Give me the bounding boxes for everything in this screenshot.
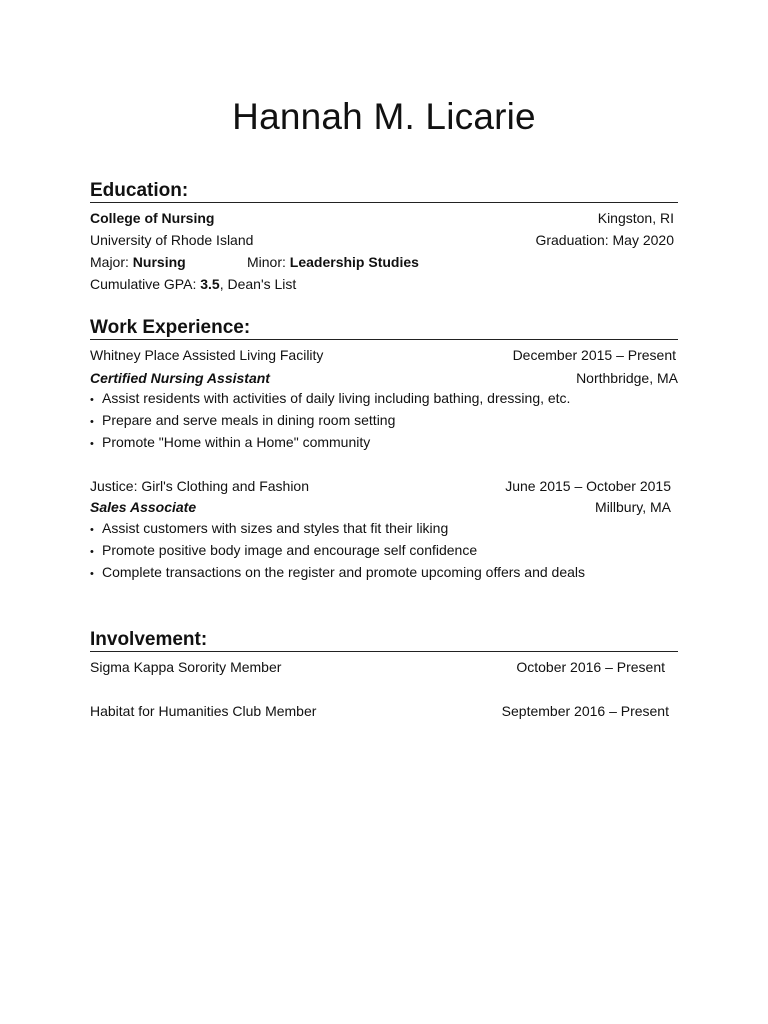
bullet-text: Promote positive body image and encourage self confidence xyxy=(102,542,478,558)
job-bullet xyxy=(90,389,570,407)
university-name: University of Rhode Island xyxy=(90,232,254,248)
job-bullet xyxy=(90,519,448,537)
job-bullet xyxy=(90,411,395,429)
job-bullet xyxy=(90,563,585,581)
bullet-text: Assist customers with sizes and styles that fit their liking xyxy=(102,520,449,536)
job-bullet xyxy=(90,433,370,451)
job-dates: December 2015 – Present xyxy=(512,347,676,363)
work-heading: Work Experience: xyxy=(90,317,678,340)
job-location: Northbridge, MA xyxy=(576,370,678,386)
involvement-dates: October 2016 – Present xyxy=(516,659,665,675)
bullet-marker: • xyxy=(90,568,94,580)
job-dates: June 2015 – October 2015 xyxy=(505,478,671,494)
job-employer: Justice: Girl's Clothing and Fashion xyxy=(90,478,309,494)
major-line xyxy=(90,253,186,271)
job-employer: Whitney Place Assisted Living Facility xyxy=(90,347,324,363)
bullet-text: Complete transactions on the register and promote upcoming offers and deals xyxy=(102,564,586,580)
bullet-text: Prepare and serve meals in dining room setting xyxy=(102,412,396,428)
college-location: Kingston, RI xyxy=(597,210,674,226)
bullet-marker: • xyxy=(90,524,94,536)
gpa-suffix: , Dean's List xyxy=(219,276,297,292)
minor-label: Minor: xyxy=(247,254,286,270)
gpa-value: 3.5 xyxy=(200,276,220,292)
involvement-role: Habitat for Humanities Club Member xyxy=(90,703,317,719)
major-value: Nursing xyxy=(132,254,186,270)
job-title: Certified Nursing Assistant xyxy=(90,370,270,386)
graduation-date: Graduation: May 2020 xyxy=(535,232,674,248)
minor-line xyxy=(247,253,419,271)
major-label: Major: xyxy=(90,254,129,270)
bullet-marker: • xyxy=(90,416,94,428)
education-heading: Education: xyxy=(90,180,678,203)
bullet-marker: • xyxy=(90,438,94,450)
bullet-marker: • xyxy=(90,394,94,406)
college-name: College of Nursing xyxy=(90,210,215,226)
minor-value: Leadership Studies xyxy=(289,254,419,270)
job-title: Sales Associate xyxy=(90,499,197,515)
resume-name: Hannah M. Licarie xyxy=(232,96,536,137)
job-bullet xyxy=(90,541,477,559)
bullet-marker: • xyxy=(90,546,94,558)
bullet-text: Promote "Home within a Home" community xyxy=(102,434,371,450)
gpa-line xyxy=(90,275,296,293)
involvement-dates: September 2016 – Present xyxy=(501,703,669,719)
involvement-role: Sigma Kappa Sorority Member xyxy=(90,659,282,675)
gpa-label: Cumulative GPA: xyxy=(90,276,197,292)
involvement-heading: Involvement: xyxy=(90,629,678,652)
bullet-text: Assist residents with activities of daily living including bathing, dressing, etc. xyxy=(102,390,571,406)
job-location: Millbury, MA xyxy=(595,499,671,515)
